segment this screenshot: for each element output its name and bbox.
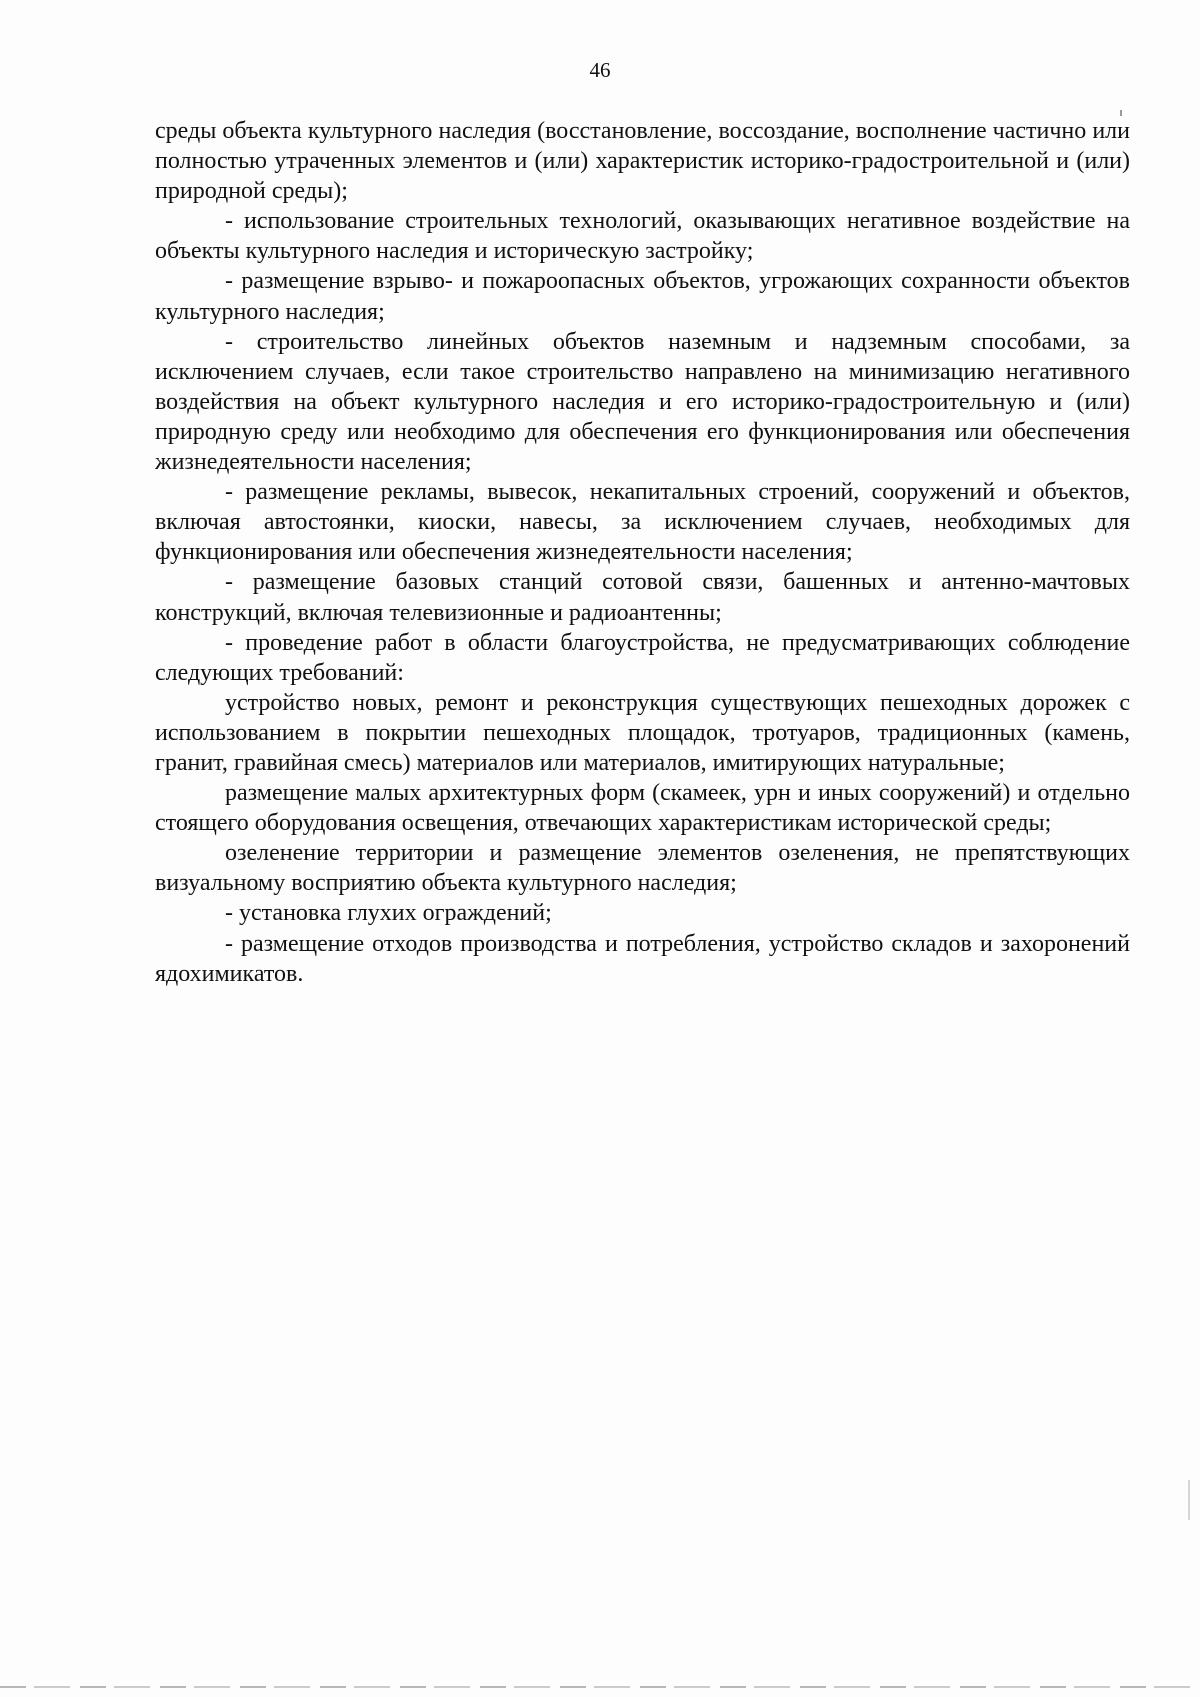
paragraph-2: - использование строительных технологий, оказывающих негативное воздействие на объекты культурного наследия и историческую застройку; [155,208,1130,265]
page-number: 46 [589,58,611,82]
body-text [155,116,1130,989]
paragraph-10: озеленение территории и размещение элементов озеленения, не препятствующих визуальному восприятию объекта культурного наследия; [155,840,1130,897]
paragraph-5: - размещение рекламы, вывесок, некапитальных строений, сооружений и объектов, включая автостоянки, киоски, навесы, за исключением случаев, необходимых для функционирования или обеспечения жизнедеятельности населения; [155,479,1130,566]
paragraph-1: среды объекта культурного наследия (восстановление, воссоздание, восполнение частично или полностью утраченных элементов и (или) характеристик историко-градостроительной и (или) природной среды); [155,118,1130,205]
paragraph-4: - строительство линейных объектов наземным и надземным способами, за исключением случаев, если такое строительство направлено на минимизацию негативного воздействия на объект культурного наследия и его историко-градостроительную и (или) природную среду или необходимо для обеспечения его функционирования или обеспечения жизнедеятельности населения; [155,328,1130,476]
paragraph-9: размещение малых архитектурных форм (скамеек, урн и иных сооружений) и отдельно стоящего оборудования освещения, отвечающих характеристикам исторической среды; [155,780,1130,837]
scan-bottom-edge [0,1686,1200,1688]
scan-speck [1120,110,1122,116]
paragraph-12: - размещение отходов производства и потребления, устройство складов и захоронений ядохимикатов. [155,930,1130,987]
scan-speck [1188,1480,1190,1520]
paragraph-11: - установка глухих ограждений; [225,900,552,927]
paragraph-3: - размещение взрыво- и пожароопасных объектов, угрожающих сохранности объектов культурного наследия; [155,268,1130,325]
paragraph-8: устройство новых, ремонт и реконструкция существующих пешеходных дорожек с использованием в покрытии пешеходных площадок, тротуаров, традиционных (камень, гранит, гравийная смесь) материалов или материалов, имитирующих натуральные; [155,689,1130,776]
paragraph-7: - проведение работ в области благоустройства, не предусматривающих соблюдение следующих требований: [155,629,1130,686]
paragraph-6: - размещение базовых станций сотовой связи, башенных и антенно-мачтовых конструкций, включая телевизионные и радиоантенны; [155,569,1130,626]
